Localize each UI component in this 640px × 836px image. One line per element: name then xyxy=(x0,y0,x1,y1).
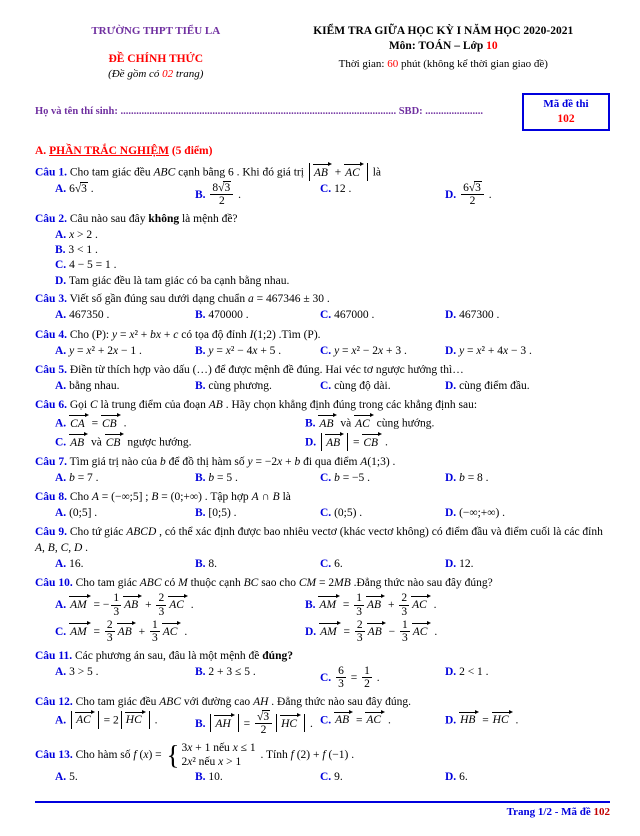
header-right-block xyxy=(277,24,611,81)
option-b: B. AB và AC cùng hướng. xyxy=(305,413,610,432)
option-a: A. 6√3 . xyxy=(55,182,94,195)
footer-page-info xyxy=(35,805,610,820)
option-letter: C. xyxy=(55,625,67,638)
question-number: Câu 2. xyxy=(35,212,67,225)
option-letter: C. xyxy=(55,436,67,449)
question-number: Câu 7. xyxy=(35,455,67,468)
options xyxy=(55,556,610,572)
question-stem: Câu 6. Gọi C là trung điểm của đoạn AB . Hãy chọn khẳng định đúng trong các khẳng định sau: xyxy=(35,399,478,412)
option-letter: D. xyxy=(445,665,457,678)
option-letter: A. xyxy=(55,182,67,195)
option-letter: D. xyxy=(445,188,457,201)
option-b: B. AM = $\frac{1}{3}$ AB + $\frac{2}{3}$ AC . xyxy=(305,592,437,618)
question xyxy=(35,455,610,486)
question-stem: Câu 13. Cho hàm số f (x) = { 3x + 1 nếu x ≤ 1 2x² nếu x > 1 . Tính f (2) + f (−1) . xyxy=(35,739,355,770)
option-c: C. AB và CB ngược hướng. xyxy=(55,432,305,451)
option-b: B. 10. xyxy=(195,771,223,784)
option-b: B. $\frac{8√3}{2}$ . xyxy=(195,181,241,208)
time-line: Thời gian: 60 phút (không kể thời gian giao đề) xyxy=(338,58,548,71)
question-number: Câu 10. xyxy=(35,576,73,589)
option-a: A. 3 > 5 . xyxy=(55,665,99,678)
option-b: B. 470000 . xyxy=(195,309,249,322)
option-c: C. b = −5 . xyxy=(320,471,371,484)
question xyxy=(35,398,610,451)
option-letter: D. xyxy=(445,771,457,784)
option-letter: C. xyxy=(55,259,67,272)
option-a: A. y = x² + 2x − 1 . xyxy=(55,344,142,357)
option-letter: B. xyxy=(195,507,206,520)
option-a: A. 467350 . xyxy=(55,309,110,322)
option-letter: A. xyxy=(55,417,67,430)
option-letter: D. xyxy=(445,471,457,484)
option-letter: D. xyxy=(445,714,457,727)
options xyxy=(55,710,610,737)
question xyxy=(35,649,610,691)
option-d: D. $\frac{6√3}{2}$ . xyxy=(445,181,492,208)
pages-note: (Đề gồm có 02 trang) xyxy=(108,67,204,80)
question-number: Câu 5. xyxy=(35,363,67,376)
option-c: C. 4 − 5 = 1 . xyxy=(55,259,117,272)
option-letter: C. xyxy=(320,309,332,322)
option-b: B. 2 + 3 ≤ 5 . xyxy=(195,665,256,678)
option-letter: D. xyxy=(55,274,67,287)
question-number: Câu 6. xyxy=(35,399,67,412)
option-a: A. x > 2 . xyxy=(55,228,98,241)
question-stem: Câu 12. Cho tam giác đều ABC với đường cao AH . Đẳng thức nào sau đây đúng. xyxy=(35,695,412,708)
option-letter: B. xyxy=(195,771,206,784)
options xyxy=(55,413,610,450)
school-name: TRƯỜNG THPT TIỂU LA xyxy=(91,25,221,37)
question-number: Câu 3. xyxy=(35,293,67,306)
section-heading xyxy=(35,144,610,159)
option-a: A. AC = 2 HC . xyxy=(55,710,195,737)
option-letter: B. xyxy=(195,344,206,357)
option-letter: B. xyxy=(195,471,206,484)
options xyxy=(55,505,610,521)
option-a: A. 16. xyxy=(55,557,84,570)
exam-type: ĐỀ CHÍNH THỨC xyxy=(108,52,204,65)
option-letter: B. xyxy=(195,309,206,322)
header-left-block xyxy=(35,24,277,81)
option-letter: A. xyxy=(55,665,67,678)
option-b: B. 8. xyxy=(195,557,218,570)
option-d: D. 12. xyxy=(445,557,474,570)
option-b: B. AH = $\frac{√3}{2}$ HC . xyxy=(195,710,313,737)
page-footer xyxy=(35,801,610,820)
option-letter: B. xyxy=(195,557,206,570)
question xyxy=(35,328,610,359)
question-stem: Câu 7. Tìm giá trị nào của b để đồ thị hàm số y = −2x + b đi qua điểm A(1;3) . xyxy=(35,455,396,468)
option-d: D. b = 8 . xyxy=(445,471,489,484)
option-c: C. 467000 . xyxy=(320,309,375,322)
option-c: C. cùng độ dài. xyxy=(320,380,391,393)
options xyxy=(55,227,610,289)
option-letter: C. xyxy=(320,557,332,570)
option-c: C. 12 . xyxy=(320,182,352,195)
option-letter: A. xyxy=(55,228,67,241)
question-number: Câu 8. xyxy=(35,491,67,504)
section-title: PHẦN TRẮC NGHIỆM xyxy=(49,144,169,157)
options xyxy=(55,769,610,785)
question xyxy=(35,525,610,572)
option-letter: D. xyxy=(445,507,457,520)
question-number: Câu 4. xyxy=(35,328,67,341)
question xyxy=(35,741,610,786)
option-letter: D. xyxy=(445,344,457,357)
option-b: B. 3 < 1 . xyxy=(55,244,98,257)
option-letter: B. xyxy=(305,417,316,430)
option-c: C. 9. xyxy=(320,771,343,784)
option-letter: A. xyxy=(55,309,67,322)
option-letter: B. xyxy=(55,244,66,257)
options xyxy=(55,181,610,208)
candidate-row xyxy=(35,93,610,131)
options xyxy=(55,307,610,323)
option-c: C. 6. xyxy=(320,557,343,570)
question-stem: Câu 2. Câu nào sau đây không là mệnh đề? xyxy=(35,212,238,225)
option-letter: D. xyxy=(445,380,457,393)
option-c: C. $\frac{6}{3}$ = $\frac{1}{2}$ . xyxy=(320,664,380,691)
footer-exam-code: 102 xyxy=(593,806,610,818)
option-letter: B. xyxy=(195,665,206,678)
option-letter: A. xyxy=(55,714,67,727)
question xyxy=(35,363,610,394)
options xyxy=(55,470,610,486)
option-letter: C. xyxy=(320,507,332,520)
options xyxy=(55,664,610,691)
option-letter: D. xyxy=(305,625,317,638)
candidate-name-line: Họ và tên thí sinh: ......................................................................................................... SBD: ...................... xyxy=(35,106,484,118)
question-number: Câu 1. xyxy=(35,166,67,179)
option-letter: A. xyxy=(55,771,67,784)
option-letter: A. xyxy=(55,557,67,570)
option-letter: D. xyxy=(445,309,457,322)
question-stem: Câu 9. Cho tứ giác ABCD , có thể xác định được bao nhiêu vectơ (khác vectơ không) có điểm đầu và điểm cuối là các đỉnh A, B, C, D . xyxy=(35,526,603,554)
footer-rule xyxy=(35,801,610,803)
question-number: Câu 9. xyxy=(35,526,67,539)
section-points: (5 điểm) xyxy=(168,144,213,157)
option-letter: C. xyxy=(320,182,332,195)
option-letter: D. xyxy=(305,436,317,449)
option-letter: C. xyxy=(320,714,332,727)
option-letter: A. xyxy=(55,471,67,484)
option-letter: C. xyxy=(320,344,332,357)
question-number: Câu 12. xyxy=(35,695,73,708)
option-letter: C. xyxy=(320,471,332,484)
option-letter: B. xyxy=(305,598,316,611)
question-stem: Câu 1. Cho tam giác đều ABC cạnh bằng 6 . Khi đó giá trị AB + AC là xyxy=(35,163,610,181)
option-a: A. 5. xyxy=(55,771,78,784)
question-list xyxy=(35,163,610,786)
options xyxy=(55,378,610,394)
option-letter: A. xyxy=(55,507,67,520)
exam-code-label: Mã đề thi xyxy=(543,98,589,111)
option-d: D. y = x² + 4x − 3 . xyxy=(445,344,532,357)
option-c: C. y = x² − 2x + 3 . xyxy=(320,344,407,357)
options xyxy=(55,591,610,645)
question-number: Câu 11. xyxy=(35,649,73,662)
exam-header xyxy=(35,24,610,81)
footer-page-text: Trang 1/2 - Mã đề xyxy=(506,806,594,818)
option-c: C. (0;5) . xyxy=(320,507,363,520)
option-letter: A. xyxy=(55,344,67,357)
option-a: A. b = 7 . xyxy=(55,471,99,484)
option-b: B. b = 5 . xyxy=(195,471,238,484)
question-stem: Câu 11. Các phương án sau, đâu là một mệnh đề đúng? xyxy=(35,649,293,662)
option-letter: A. xyxy=(55,598,67,611)
option-c: C. AM = $\frac{2}{3}$ AB + $\frac{1}{3}$ AC . xyxy=(55,618,188,645)
question xyxy=(35,292,610,323)
option-letter: C. xyxy=(320,771,332,784)
option-letter: C. xyxy=(320,671,332,684)
option-c: C. AB = AC . xyxy=(320,710,445,737)
question-number: Câu 13. xyxy=(35,748,73,761)
option-letter: A. xyxy=(55,380,67,393)
option-a: A. bằng nhau. xyxy=(55,380,120,393)
option-d: D. 467300 . xyxy=(445,309,500,322)
option-d: D. AM = $\frac{2}{3}$ AB − $\frac{1}{3}$ AC . xyxy=(305,618,438,645)
option-letter: B. xyxy=(195,717,206,730)
option-b: B. y = x² − 4x + 5 . xyxy=(195,344,282,357)
subject-line: Môn: TOÁN – Lớp 10 xyxy=(388,40,498,53)
question-stem: Câu 5. Điền từ thích hợp vào dấu (…) để được mệnh đề đúng. Hai véc tơ ngược hướng thì… xyxy=(35,363,464,376)
question-stem: Câu 3. Viết số gần đúng sau dưới dạng chuẩn a = 467346 ± 30 . xyxy=(35,293,330,306)
question-stem: Câu 8. Cho A = (−∞;5] ; B = (0;+∞) . Tập hợp A ∩ B là xyxy=(35,491,291,504)
option-d: D. (−∞;+∞) . xyxy=(445,507,506,520)
option-d: D. cùng điểm đầu. xyxy=(445,380,530,393)
option-b: B. cùng phương. xyxy=(195,380,272,393)
exam-code-value: 102 xyxy=(557,112,575,125)
option-b: B. [0;5) . xyxy=(195,507,237,520)
option-a: A. (0;5] . xyxy=(55,507,98,520)
options xyxy=(55,343,610,359)
option-d: D. 6. xyxy=(445,771,468,784)
option-letter: C. xyxy=(320,380,332,393)
option-d: D. 2 < 1 . xyxy=(445,665,489,678)
section-prefix: A. xyxy=(35,144,50,157)
question xyxy=(35,490,610,521)
question-stem: Câu 4. Cho (P): y = x² + bx + c có tọa độ đỉnh I(1;2) .Tìm (P). xyxy=(35,328,321,341)
option-d: D. Tam giác đều là tam giác có ba cạnh bằng nhau. xyxy=(55,274,290,287)
question xyxy=(35,695,610,737)
option-letter: B. xyxy=(195,380,206,393)
option-d: D. AB = CB . xyxy=(305,432,610,451)
exam-title: KIỂM TRA GIỮA HỌC KỲ I NĂM HỌC 2020-2021 xyxy=(313,25,574,37)
option-letter: B. xyxy=(195,188,206,201)
question xyxy=(35,212,610,289)
question xyxy=(35,576,610,645)
option-a: A. AM = − $\frac{1}{3}$ AB + $\frac{2}{3}$ AC . xyxy=(55,592,194,618)
exam-code-box xyxy=(522,93,610,131)
option-a: A. CA = CB . xyxy=(55,413,305,432)
option-d: D. HB = HC . xyxy=(445,710,610,737)
option-letter: D. xyxy=(445,557,457,570)
question-stem: Câu 10. Cho tam giác ABC có M thuộc cạnh BC sao cho CM = 2MB .Đẳng thức nào sau đây đúng? xyxy=(35,576,493,589)
question xyxy=(35,163,610,207)
